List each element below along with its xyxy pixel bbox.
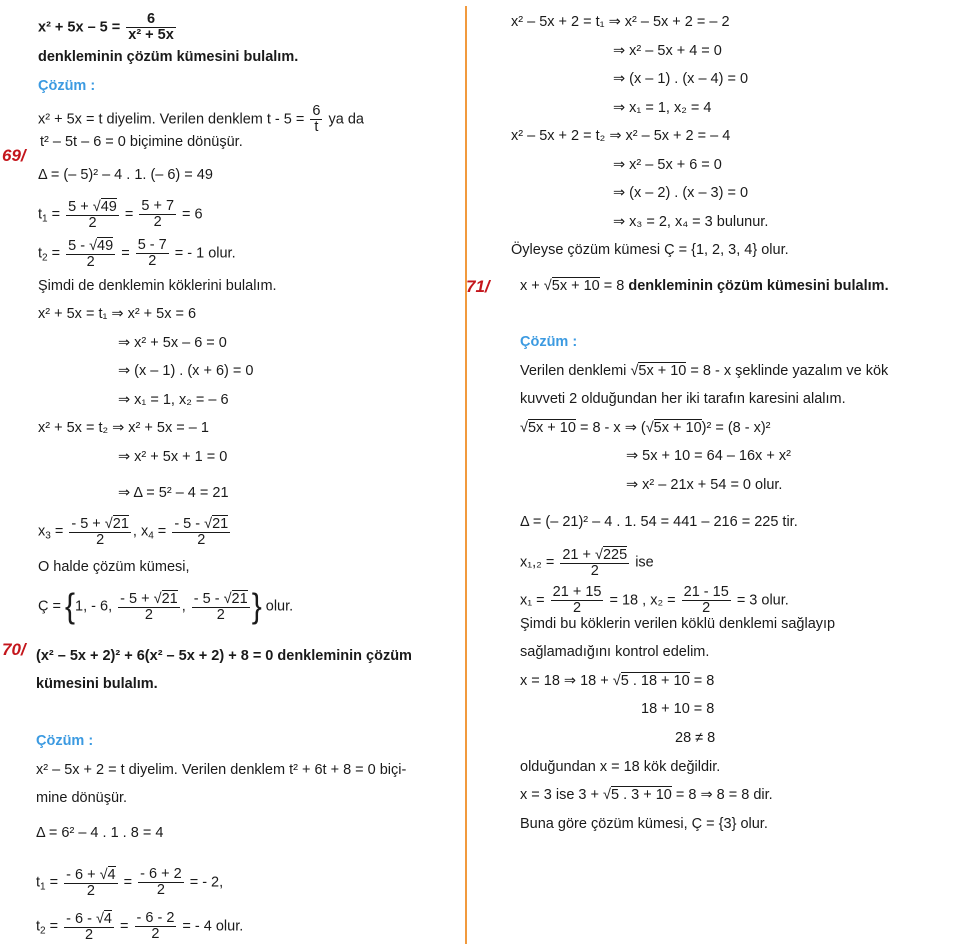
q69-substitution-line: x² + 5x = t diyelim. Verilen denklem t - 5 = $\frac{6}{t}$ ya da xyxy=(38,103,364,135)
question-number-69: 69/ xyxy=(2,146,26,165)
q69-case2-line1: x² + 5x = t₂ ⇒ x² + 5x = – 1 xyxy=(38,420,209,436)
q69-case1-line2: ⇒ x² + 5x – 6 = 0 xyxy=(118,335,227,351)
q70-solution-heading: Çözüm : xyxy=(36,733,94,749)
q70-case2-line2: ⇒ x² – 5x + 6 = 0 xyxy=(613,157,722,173)
q71-check-18-conclusion: olduğundan x = 18 kök değildir. xyxy=(520,759,721,775)
q70-case2-line3: ⇒ (x – 2) . (x – 3) = 0 xyxy=(613,185,749,201)
q69-quadratic-line: t² – 5t – 6 = 0 biçimine dönüşür. xyxy=(40,134,243,150)
q71-roots: x₁ = $\frac{21 + 15}{2}$ = 18 , x₂ = $\frac{21 - 15}{2}$ = 3 olur. xyxy=(520,584,789,616)
q70-statement-line1: (x² – 5x + 2)² + 6(x² – 5x + 2) + 8 = 0 denkleminin çözüm xyxy=(36,648,412,664)
q70-case1-line2: ⇒ x² – 5x + 4 = 0 xyxy=(613,43,722,59)
q71-line4: ⇒ 5x + 10 = 64 – 16x + x² xyxy=(626,448,791,464)
q69-solution-set: Ç = {1, - 6, $\frac{- 5 + √21}{2}$ , $\frac{- 5 - √21}{2}$ } olur. xyxy=(38,586,294,625)
q69-x3-x4-formula: $x_3$ = $\frac{- 5 + √21}{2}$ , $x_4$ = $\frac{- 5 - √21}{2}$ xyxy=(38,516,229,548)
q69-t1-formula: $t_1$ = $\frac{5 + √49}{2}$ = $\frac{5 + 7}{2}$ = 6 xyxy=(38,198,203,231)
q71-check-line1: Şimdi bu köklerin verilen köklü denklemi sağlayıp xyxy=(520,616,836,632)
q70-line2: mine dönüşür. xyxy=(36,790,128,806)
q71-discriminant: Δ = (– 21)² – 4 . 1. 54 = 441 – 216 = 225 tir. xyxy=(520,514,798,530)
q69-t2-formula: $t_2$ = $\frac{5 - √49}{2}$ = $\frac{5 - 7}{2}$ = - 1 olur. xyxy=(38,237,236,270)
question-number-70: 70/ xyxy=(2,640,26,659)
q71-line3: √5x + 10 = 8 - x ⇒ (√5x + 10)² = (8 - x)² xyxy=(520,420,771,436)
q70-case1-line4: ⇒ x₁ = 1, x₂ = 4 xyxy=(613,100,712,116)
question-number-71: 71/ xyxy=(466,277,490,296)
q69-roots-intro: Şimdi de denklemin köklerini bulalım. xyxy=(38,278,277,294)
q69-case1-line1: x² + 5x = t₁ ⇒ x² + 5x = 6 xyxy=(38,306,197,322)
q70-t1-formula: $t_1$ = $\frac{- 6 + √4}{2}$ = $\frac{- 6 + 2}{2}$ = - 2, xyxy=(36,866,224,899)
q70-case1-line3: ⇒ (x – 1) . (x – 4) = 0 xyxy=(613,71,749,87)
q70-case2-line4: ⇒ x₃ = 2, x₄ = 3 bulunur. xyxy=(613,214,769,230)
q69-case2-line3: ⇒ Δ = 5² – 4 = 21 xyxy=(118,485,229,501)
q70-statement-line2: kümesini bulalım. xyxy=(36,676,158,692)
q69-case1-line3: ⇒ (x – 1) . (x + 6) = 0 xyxy=(118,363,254,379)
q69-equation-fraction: $\frac{6}{\text{x² + 5x}}$ xyxy=(128,11,174,43)
column-divider xyxy=(465,6,467,944)
q71-line5: ⇒ x² – 21x + 54 = 0 olur. xyxy=(626,477,783,493)
q70-conclusion: Öyleyse çözüm kümesi Ç = {1, 2, 3, 4} olur. xyxy=(511,242,789,258)
q71-check-18: x = 18 ⇒ 18 + √5 . 18 + 10 = 8 xyxy=(520,673,715,689)
q69-case1-line4: ⇒ x₁ = 1, x₂ = – 6 xyxy=(118,392,229,408)
q69-set-intro: O halde çözüm kümesi, xyxy=(38,559,190,575)
q69-solution-heading: Çözüm : xyxy=(38,78,96,94)
q69-case2-line2: ⇒ x² + 5x + 1 = 0 xyxy=(118,449,228,465)
q71-check-18-step3: 28 ≠ 8 xyxy=(675,730,716,746)
q70-case2-line1: x² – 5x + 2 = t₂ ⇒ x² – 5x + 2 = – 4 xyxy=(511,128,731,144)
q71-line1: Verilen denklemi √5x + 10 = 8 - x şeklinde yazalım ve kök xyxy=(520,363,889,379)
q70-t2-formula: $t_2$ = $\frac{- 6 - √4}{2}$ = $\frac{- 6 - 2}{2}$ = - 4 olur. xyxy=(36,910,244,943)
q71-solution-heading: Çözüm : xyxy=(520,334,578,350)
q70-line1: x² – 5x + 2 = t diyelim. Verilen denklem t² + 6t + 8 = 0 biçi- xyxy=(36,762,407,778)
q71-line2: kuvveti 2 olduğundan her iki tarafın karesini alalım. xyxy=(520,391,846,407)
q71-x12-formula: x₁,₂ = $\frac{21 + √225}{2}$ ise xyxy=(520,547,654,579)
q71-final: Buna göre çözüm kümesi, Ç = {3} olur. xyxy=(520,816,768,832)
q71-check-3: x = 3 ise 3 + √5 . 3 + 10 = 8 ⇒ 8 = 8 dir. xyxy=(520,787,773,803)
q69-statement: denkleminin çözüm kümesini bulalım. xyxy=(38,49,299,65)
q70-case1-line1: x² – 5x + 2 = t₁ ⇒ x² – 5x + 2 = – 2 xyxy=(511,14,730,30)
q70-discriminant: Δ = 6² – 4 . 1 . 8 = 4 xyxy=(36,825,164,841)
q69-discriminant: Δ = (– 5)² – 4 . 1. (– 6) = 49 xyxy=(38,167,213,183)
q71-statement: x + √5x + 10 = 8 denkleminin çözüm kümesini bulalım. xyxy=(520,278,889,294)
q71-check-line2: sağlamadığını kontrol edelim. xyxy=(520,644,710,660)
q69-equation: x² + 5x – 5 = $\frac{6}{\text{x² + 5x}}$ xyxy=(38,11,174,43)
q71-check-18-step2: 18 + 10 = 8 xyxy=(641,701,715,717)
